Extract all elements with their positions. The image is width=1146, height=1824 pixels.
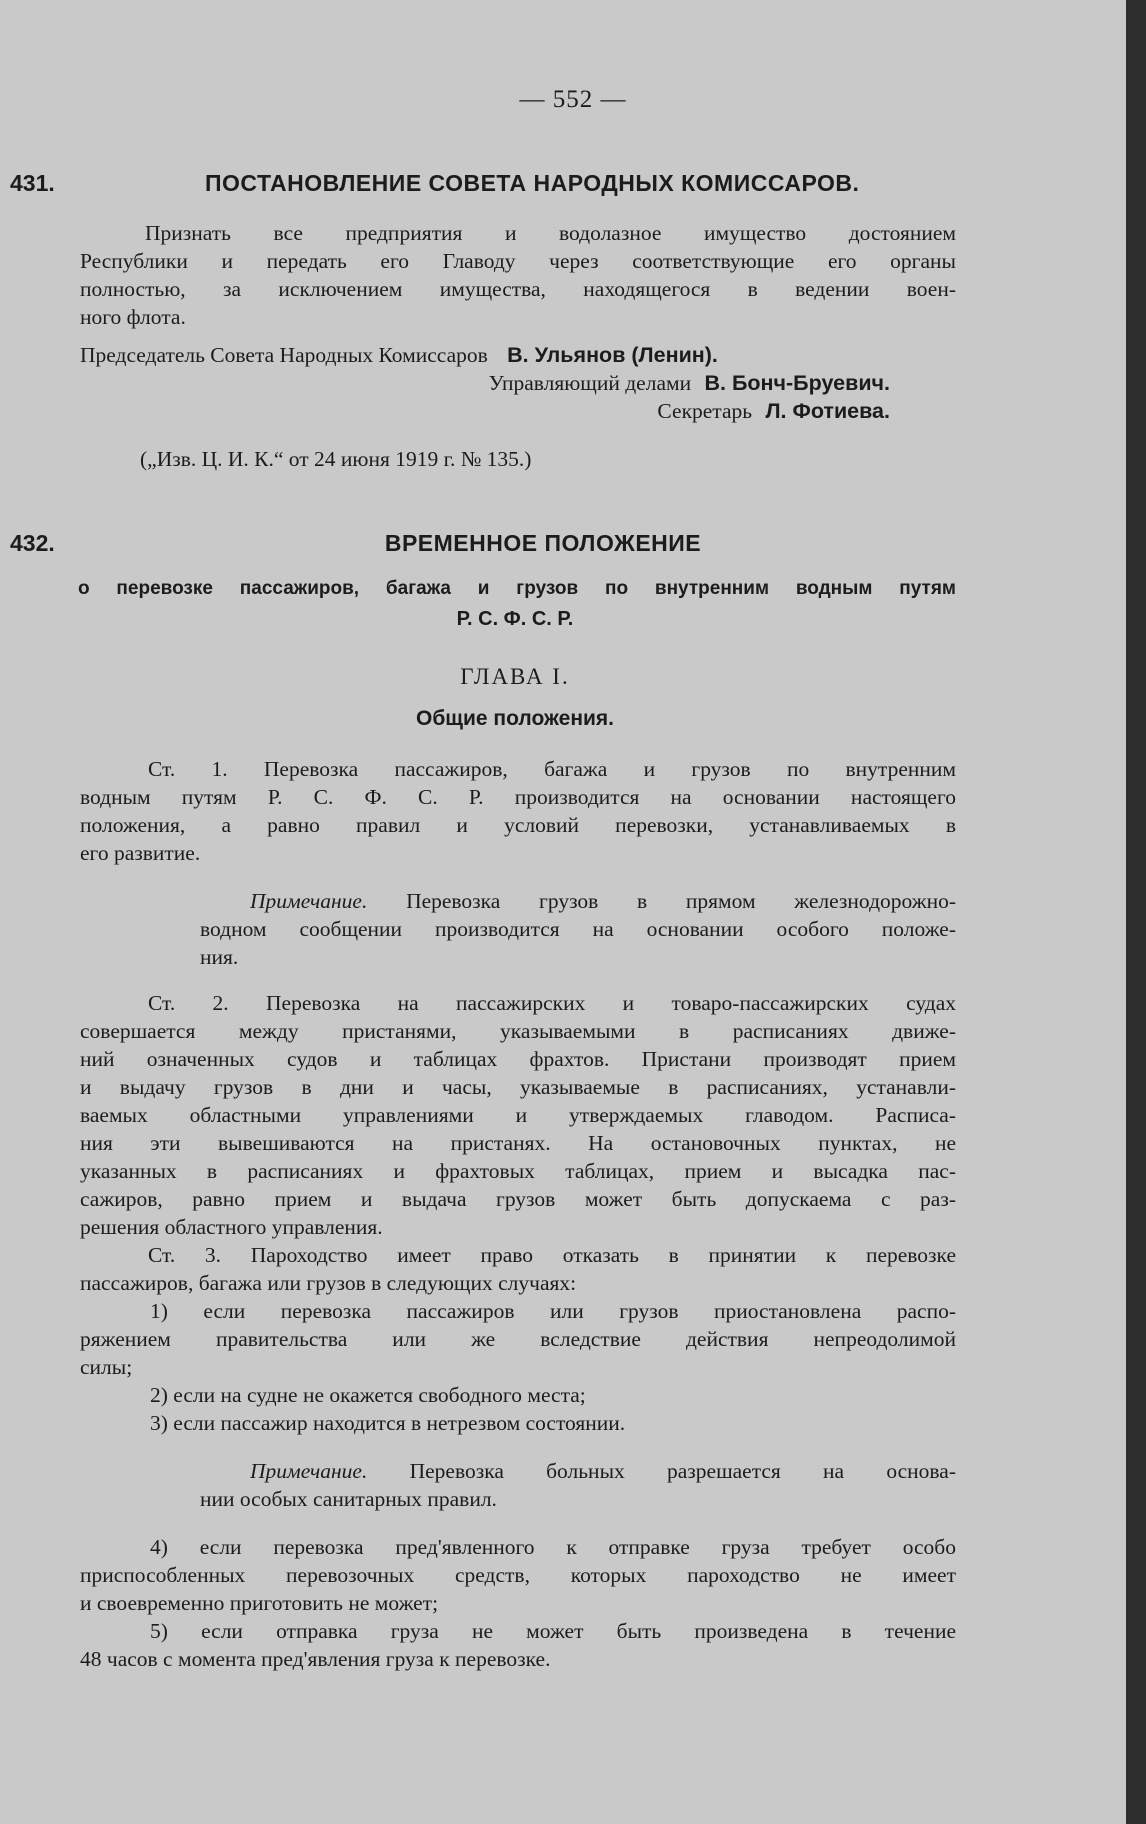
art-2-line-8: сажиров, равно прием и выдача грузов может быть допускаема с раз- xyxy=(80,1187,956,1211)
art-2-line-3: ний означенных судов и таблицах фрахтов. Пристани производят прием xyxy=(80,1047,956,1071)
art-3-item-4-line-1: 4) если перевозка пред'явленного к отправке груза требует особо xyxy=(150,1535,956,1559)
art-3-item-5-line-1: 5) если отправка груза не может быть произведена в течение xyxy=(150,1619,956,1643)
doc-432-subtitle: о перевозке пассажиров, багажа и грузов по внутренним водным путям xyxy=(78,578,956,599)
art-3-line-2: пассажиров, багажа или грузов в следующих случаях: xyxy=(80,1271,577,1295)
chair-name: В. Ульянов (Ленин). xyxy=(507,343,718,367)
art-3-item-1-line-1: 1) если перевозка пассажиров или грузов приостановлена распо- xyxy=(150,1299,956,1323)
art-3-item-5-line-2: 48 часов с момента пред'явления груза к перевозке. xyxy=(80,1647,551,1671)
art-3-item-3: 3) если пассажир находится в нетрезвом состоянии. xyxy=(150,1411,626,1435)
art-3-item-4-line-3: и своевременно приготовить не может; xyxy=(80,1591,439,1615)
art-3-line-1: Ст. 3. Пароходство имеет право отказать в принятии к перевозке xyxy=(148,1243,956,1267)
art-2-line-9: решения областного управления. xyxy=(80,1215,383,1239)
doc-431-title: ПОСТАНОВЛЕНИЕ СОВЕТА НАРОДНЫХ КОМИССАРОВ. xyxy=(205,170,860,196)
chair-role: Председатель Совета Народных Комиссаров xyxy=(80,343,488,367)
note-1-line-1: Примечание. Перевозка грузов в прямом железнодорожно- xyxy=(250,889,956,913)
art-1-line-2: водным путям Р. С. Ф. С. Р. производится на основании настоящего xyxy=(80,785,956,809)
doc-431-line-3: полностью, за исключением имущества, находящегося в ведении воен- xyxy=(80,277,956,301)
art-3-item-1-line-2: ряжением правительства или же вследствие действия непреодолимой xyxy=(80,1327,956,1351)
art-2-line-1: Ст. 2. Перевозка на пассажирских и товаро-пассажирских судах xyxy=(148,991,956,1015)
page-edge-shadow xyxy=(1126,0,1146,1824)
doc-432-number: 432. xyxy=(10,530,55,556)
art-1-line-4: его развитие. xyxy=(80,841,201,865)
doc-432-subtitle-country: Р. С. Ф. С. Р. xyxy=(456,608,574,630)
art-2-line-6: ния эти вывешиваются на пристанях. На остановочных пунктах, не xyxy=(80,1131,956,1155)
doc-431-signature-secretary: Секретарь Л. Фотиева. xyxy=(657,399,890,423)
page-number: — 552 — xyxy=(519,86,627,113)
art-2-line-5: ваемых областными управлениями и утверждаемых главодом. Расписа- xyxy=(80,1103,956,1127)
art-1-line-1: Ст. 1. Перевозка пассажиров, багажа и грузов по внутренним xyxy=(148,757,956,781)
art-2-line-4: и выдачу грузов в дни и часы, указываемые в расписаниях, устанавли- xyxy=(80,1075,956,1099)
doc-431-line-1: Признать все предприятия и водолазное имущество достоянием xyxy=(145,221,956,245)
art-3-item-4-line-2: приспособленных перевозочных средств, которых пароходство не имеет xyxy=(80,1563,956,1587)
doc-432-title: ВРЕМЕННОЕ ПОЛОЖЕНИЕ xyxy=(384,530,702,556)
art-1-line-3: положения, а равно правил и условий перевозки, устанавливаемых в xyxy=(80,813,956,837)
art-2-line-2: совершается между пристанями, указываемыми в расписаниях движе- xyxy=(80,1019,956,1043)
note-2-line-1: Примечание. Перевозка больных разрешается на основа- xyxy=(250,1459,956,1483)
doc-431-source: („Изв. Ц. И. К.“ от 24 июня 1919 г. № 135.) xyxy=(140,447,532,471)
doc-431-signature-chair xyxy=(80,342,980,370)
note-1-line-3: ния. xyxy=(200,945,239,969)
chapter-heading: ГЛАВА I. xyxy=(460,664,570,689)
chapter-title: Общие положения. xyxy=(415,707,615,730)
note-1-label: Примечание. xyxy=(250,889,368,913)
doc-431-line-2: Республики и передать его Главоду через соответствующие его органы xyxy=(80,249,956,273)
art-3-item-2: 2) если на судне не окажется свободного места; xyxy=(150,1383,586,1407)
note-1-line-2: водном сообщении производится на основании особого положе- xyxy=(200,917,956,941)
doc-431-signature-manager: Управляющий делами В. Бонч-Бруевич. xyxy=(488,371,890,395)
note-2-label: Примечание. xyxy=(250,1459,368,1483)
art-2-line-7: указанных в расписаниях и фрахтовых таблицах, прием и высадка пас- xyxy=(80,1159,956,1183)
doc-431-number: 431. xyxy=(10,170,55,196)
art-3-item-1-line-3: силы; xyxy=(80,1355,133,1379)
note-2-line-2: нии особых санитарных правил. xyxy=(200,1487,497,1511)
doc-431-line-4: ного флота. xyxy=(80,305,186,329)
